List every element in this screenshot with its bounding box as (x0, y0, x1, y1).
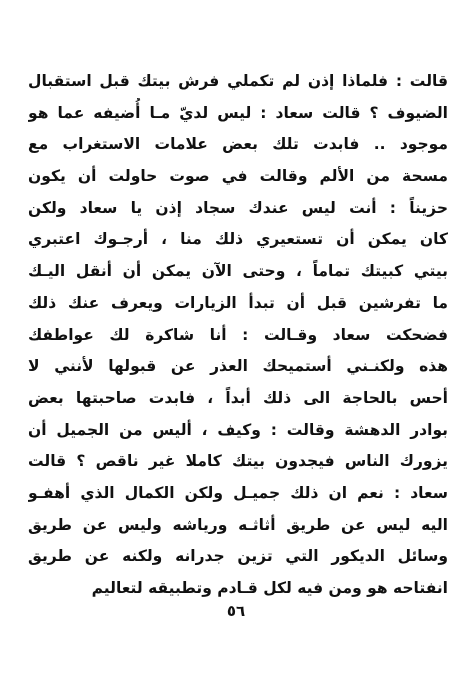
text-line: انفتاحه هو ومن فيه لكل قـادم وتطبيقه لتعاليم (91, 579, 448, 597)
text-line: يزورك الناس فيجدون بيتك كاملا غير ناقص ؟ قالت (28, 452, 448, 471)
text-line: بيتي كبيتك تماماً ، وحتى الآن يمكن أن أنقل اليـك (28, 262, 448, 281)
text-line: كان يمكن أن تستعيري ذلك منا ، أرجـوك اعتبري (28, 230, 448, 249)
text-line: ما تفرشين قبل أن تبدأ الزيارات ويعرف عنك ذلك (28, 293, 448, 312)
text-line: بوادر الدهشة وقالت : وكيف ، أليس من الجميل أن (28, 420, 448, 439)
text-line: موجود .. فابدت تلك بعض علامات الاستغراب مع (28, 135, 448, 154)
text-line: الضيوف ؟ قالت سعاد : ليس لديّ مـا أُضيفه عما هو (28, 103, 448, 122)
page-number: ٥٦ (226, 602, 246, 620)
text-line: هذه ولكنـني أستميحك العذر عن قبولها لأنني لا (28, 357, 448, 376)
body-text (28, 66, 448, 605)
text-line: مسحة من الألم وقالت في صوت حاولت أن يكون (28, 167, 448, 186)
text-line: حزيناً : أنت ليس عندك سجاد إذن يا سعاد ولكن (28, 198, 448, 217)
text-line: سعاد : نعم ان ذلك جميـل ولكن الكمال الذي أهفـو (28, 483, 448, 502)
text-line: أحس بالحاجة الى ذلك أبداً ، فابدت صاحبتها بعض (28, 388, 448, 407)
text-line: قالت : فلماذا إذن لم تكملي فرش بيتك قبل استقبال (28, 72, 448, 90)
text-line: وسائل الديكور التي تزين جدرانه ولكنه عن طريق (28, 547, 448, 566)
text-line: اليه ليس عن طريق أثاثـه ورياشه وليس عن طريق (28, 515, 448, 534)
text-line: فضحكت سعاد وقـالت : أنا شاكرة لك عواطفك (28, 325, 448, 344)
